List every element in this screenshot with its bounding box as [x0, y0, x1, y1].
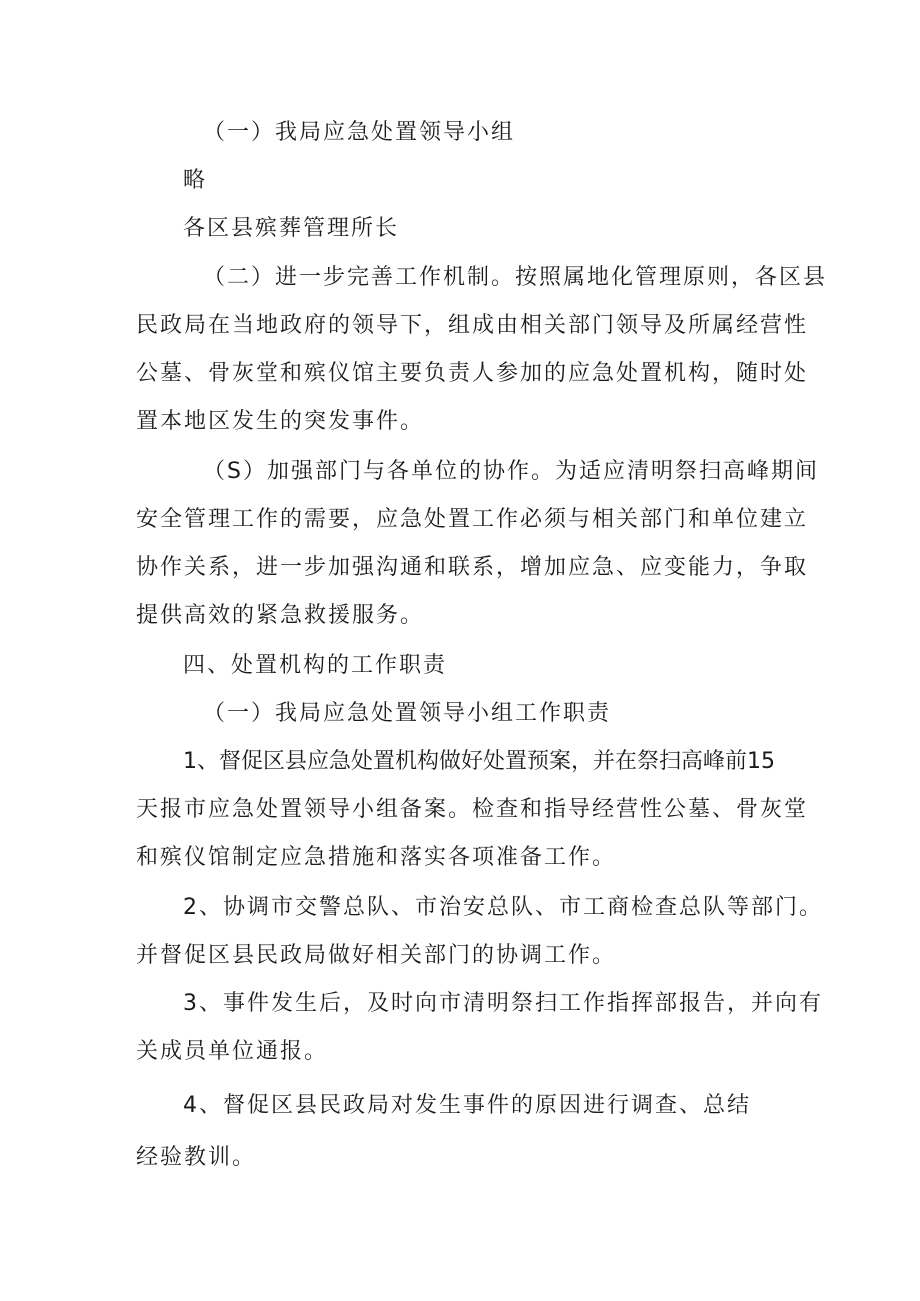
- item-4-line-1: 4、督促区县民政局对发生事件的原因进行调查、总结: [183, 1093, 751, 1118]
- paragraph-2-line-2: 民政局在当地政府的领导下，组成由相关部门领导及所属经营性: [136, 313, 809, 338]
- paragraph-3-line-4: 提供高效的紧急救援服务。: [136, 603, 425, 628]
- member-line: 各区县殡葬管理所长: [183, 216, 400, 241]
- item-2-line-2: 并督促区县民政局做好相关部门的协调工作。: [136, 943, 617, 968]
- item-3-line-2: 关成员单位通报。: [136, 1039, 329, 1064]
- paragraph-2-line-4: 置本地区发生的突发事件。: [136, 409, 425, 434]
- section-heading-leadership-group: （一）我局应急处置领导小组: [203, 120, 516, 145]
- item-4-line-2: 经验教训。: [136, 1145, 257, 1170]
- item-1-line-3: 和殡仪馆制定应急措施和落实各项准备工作。: [136, 845, 617, 870]
- item-2-line-1: 2、协调市交警总队、市治安总队、市工商检查总队等部门。: [183, 895, 823, 920]
- paragraph-2-line-1: （二）进一步完善工作机制。按照属地化管理原则，各区县: [203, 265, 828, 290]
- paragraph-3-line-2: 安全管理工作的需要，应急处置工作必须与相关部门和单位建立: [136, 507, 809, 532]
- subsection-1-heading: （一）我局应急处置领导小组工作职责: [203, 701, 612, 726]
- paragraph-2-line-3: 公墓、骨灰堂和殡仪馆主要负责人参加的应急处置机构，随时处: [136, 361, 809, 386]
- paragraph-3-line-1: （S）加强部门与各单位的协作。为适应清明祭扫高峰期间: [203, 459, 819, 484]
- omitted-text: 略: [183, 168, 206, 193]
- item-1-line-1: 1、督促区县应急处置机构做好处置预案，并在祭扫高峰前15: [183, 749, 775, 774]
- item-1-line-2: 天报市应急处置领导小组备案。检查和指导经营性公墓、骨灰堂: [136, 797, 809, 822]
- paragraph-3-line-3: 协作关系，进一步加强沟通和联系，增加应急、应变能力，争取: [136, 555, 809, 580]
- section-4-heading: 四、处置机构的工作职责: [183, 653, 448, 678]
- item-3-line-1: 3、事件发生后，及时向市清明祭扫工作指挥部报告，并向有: [183, 991, 823, 1016]
